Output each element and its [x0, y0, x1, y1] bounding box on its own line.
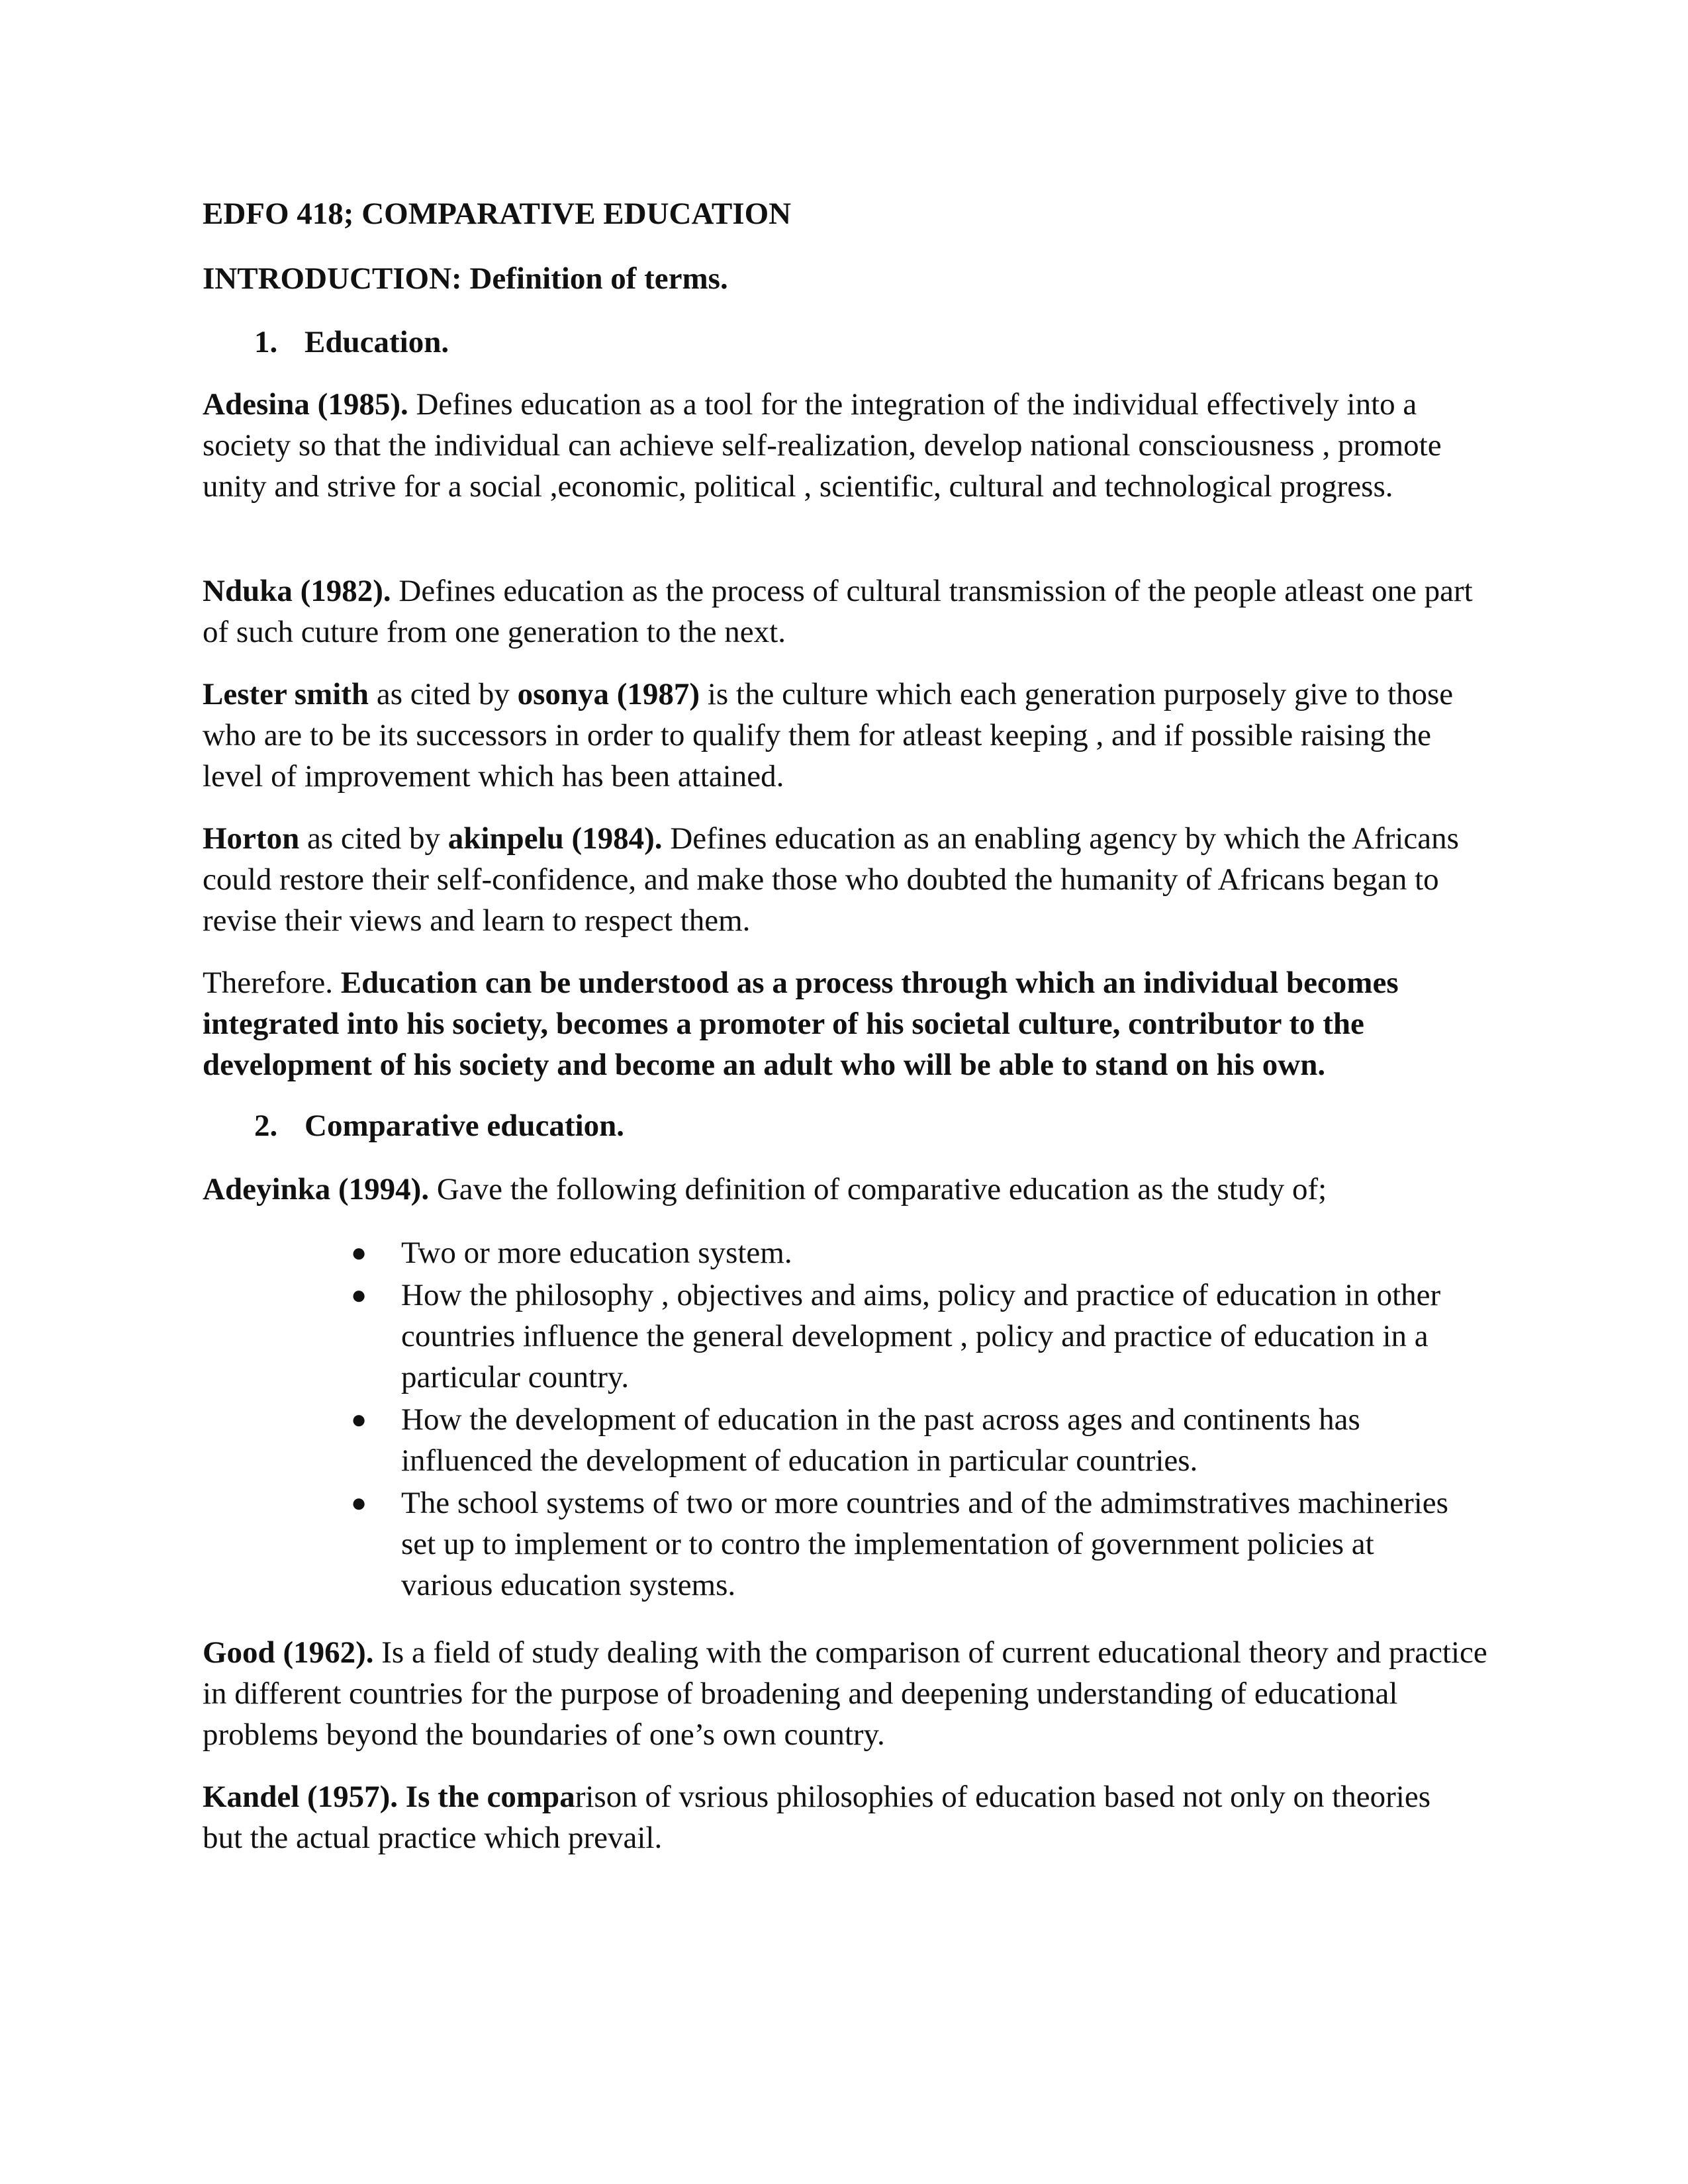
section-number: 1. [254, 325, 278, 359]
paragraph-kandel [203, 1776, 1474, 1858]
author-citation: Lester smith [203, 677, 369, 711]
paragraph-text: rison of vsrious philosophies of education based not only on theories but the actual practice which prevail. [203, 1780, 1431, 1855]
paragraph-horton [203, 818, 1493, 941]
author-citation: Adeyinka (1994). [203, 1172, 430, 1206]
bullet-icon: ● [351, 1488, 367, 1518]
paragraph-text: Defines education as an enabling agency by which the Africans could restore their self-confidence, and make those who doubted the humanity of Africans began to revise their views and learn to respect them. [203, 821, 1459, 938]
paragraph-good [203, 1632, 1493, 1755]
summary-lead: Therefore. [203, 966, 341, 1000]
bullet-list [331, 1232, 1470, 1607]
citation-connector: as cited by [369, 677, 518, 711]
author-citation: Good (1962). [203, 1635, 374, 1670]
document-title: EDFO 418; COMPARATIVE EDUCATION [203, 197, 792, 231]
paragraph-adesina [203, 384, 1493, 507]
paragraph-text: Defines education as a tool for the integration of the individual effectively into a society so that the individual can achieve self-realization, develop national consciousness , promote unity and strive for a social ,economic, political , scientific, cultural and technological progress. [203, 387, 1442, 504]
section-title: Education. [305, 325, 449, 359]
list-item [331, 1482, 1470, 1606]
list-item [331, 1399, 1470, 1481]
paragraph-text: Defines education as the process of cultural transmission of the people atleast one part of such cuture from one generation to the next. [203, 574, 1473, 649]
author-citation: Adesina (1985). [203, 387, 408, 422]
list-item-text: The school systems of two or more countries and of the admimstratives machineries set up to implement or to contro the implementation of government policies at various education systems. [401, 1486, 1448, 1602]
paragraph-lester-smith [203, 674, 1493, 797]
author-citation: Horton [203, 821, 300, 856]
paragraph-text: Gave the following definition of comparative education as the study of; [429, 1172, 1327, 1206]
list-item-text: How the development of education in the past across ages and continents has influenced the development of education in particular countries. [401, 1402, 1360, 1478]
section-number: 2. [254, 1109, 278, 1143]
citation-connector: as cited by [299, 821, 448, 856]
section-title: Comparative education. [305, 1109, 625, 1143]
source-citation: osonya (1987) [517, 677, 700, 711]
author-citation: Kandel (1957). Is the compa [203, 1780, 575, 1814]
paragraph-adeyinka [203, 1169, 1493, 1210]
author-citation: Nduka (1982). [203, 574, 391, 608]
bullet-icon: ● [351, 1280, 367, 1310]
summary-definition: Education can be understood as a process through which an individual becomes integrated into his society, becomes a promoter of his societal culture, contributor to the development of his society and become an adult who will be able to stand on his own. [203, 966, 1399, 1082]
list-item-text: How the philosophy , objectives and aims, policy and practice of education in other countries influence the general development , policy and practice of education in a particular country. [401, 1278, 1441, 1394]
paragraph-text: is the culture which each generation purposely give to those who are to be its successors in order to qualify them for atleast keeping , and if possible raising the level of improvement which has been attained. [203, 677, 1454, 794]
list-item [331, 1232, 1470, 1273]
section-heading-education [254, 322, 449, 363]
introduction-heading: INTRODUCTION: Definition of terms. [203, 261, 728, 296]
bullet-icon: ● [351, 1404, 367, 1434]
list-item-text: Two or more education system. [401, 1236, 792, 1270]
paragraph-text: Is a field of study dealing with the comparison of current educational theory and practice in different countries for the purpose of broadening and deepening understanding of educational problems beyond the boundaries of one’s own country. [203, 1635, 1487, 1752]
paragraph-nduka [203, 570, 1493, 653]
bullet-icon: ● [351, 1238, 367, 1267]
source-citation: akinpelu (1984). [447, 821, 663, 856]
list-item [331, 1275, 1470, 1398]
section-heading-comparative-education [254, 1105, 624, 1146]
paragraph-summary [203, 962, 1493, 1085]
